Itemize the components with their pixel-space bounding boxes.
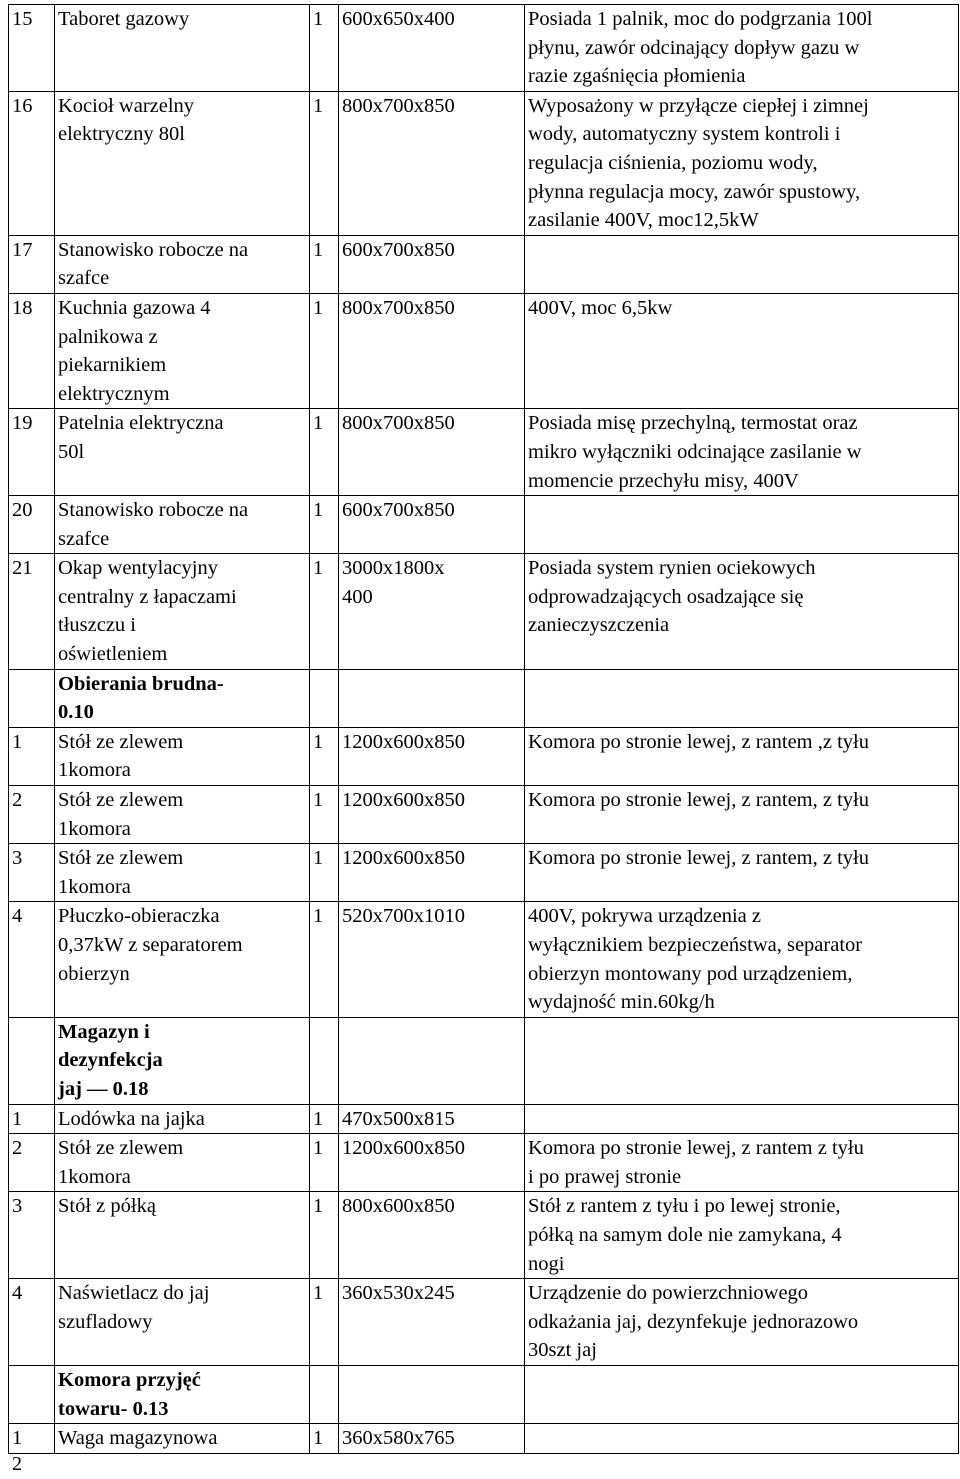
dimensions: 360x580x765 — [339, 1424, 525, 1454]
dimensions — [339, 1365, 525, 1423]
item-name: Taboret gazowy — [55, 5, 310, 92]
section-title: Magazyn i dezynfekcja jaj — 0.18 — [55, 1017, 310, 1104]
row-number: 1 — [9, 1424, 55, 1454]
item-name: Lodówka na jajka — [55, 1104, 310, 1134]
section-title: Obierania brudna- 0.10 — [55, 669, 310, 727]
dimensions: 600x700x850 — [339, 235, 525, 293]
item-name: Okap wentylacyjny centralny z łapaczami tłuszczu i oświetleniem — [55, 554, 310, 669]
description: Posiada misę przechylną, termostat oraz mikro wyłączniki odcinające zasilanie w momencie przechyłu misy, 400V — [525, 409, 959, 496]
quantity: 1 — [310, 293, 339, 408]
page-number: 2 — [12, 1453, 22, 1475]
dimensions: 3000x1800x 400 — [339, 554, 525, 669]
description: Komora po stronie lewej, z rantem, z tyłu — [525, 844, 959, 902]
quantity: 1 — [310, 496, 339, 554]
quantity: 1 — [310, 1192, 339, 1279]
quantity: 1 — [310, 902, 339, 1017]
row-number: 19 — [9, 409, 55, 496]
table-row — [9, 1104, 959, 1134]
row-number — [9, 669, 55, 727]
section-row — [9, 669, 959, 727]
dimensions: 1200x600x850 — [339, 786, 525, 844]
row-number: 3 — [9, 844, 55, 902]
description — [525, 496, 959, 554]
table-row — [9, 1134, 959, 1192]
item-name: Płuczko-obieraczka 0,37kW z separatorem obierzyn — [55, 902, 310, 1017]
description — [525, 1104, 959, 1134]
quantity: 1 — [310, 1424, 339, 1454]
row-number: 21 — [9, 554, 55, 669]
dimensions: 600x650x400 — [339, 5, 525, 92]
item-name: Kuchnia gazowa 4 palnikowa z piekarnikiem elektrycznym — [55, 293, 310, 408]
table-row — [9, 844, 959, 902]
row-number: 1 — [9, 727, 55, 785]
description — [525, 1017, 959, 1104]
description: 400V, pokrywa urządzenia z wyłącznikiem bezpieczeństwa, separator obierzyn montowany pod urządzeniem, wydajność min.60kg/h — [525, 902, 959, 1017]
item-name: Stół ze zlewem 1komora — [55, 844, 310, 902]
item-name: Stanowisko robocze na szafce — [55, 235, 310, 293]
quantity: 1 — [310, 409, 339, 496]
table-row — [9, 554, 959, 669]
item-name: Stół ze zlewem 1komora — [55, 1134, 310, 1192]
dimensions: 1200x600x850 — [339, 1134, 525, 1192]
section-row — [9, 1365, 959, 1423]
description: 400V, moc 6,5kw — [525, 293, 959, 408]
quantity: 1 — [310, 786, 339, 844]
row-number — [9, 1365, 55, 1423]
row-number: 4 — [9, 902, 55, 1017]
dimensions: 800x600x850 — [339, 1192, 525, 1279]
quantity: 1 — [310, 1104, 339, 1134]
row-number: 4 — [9, 1279, 55, 1366]
row-number: 3 — [9, 1192, 55, 1279]
description — [525, 1365, 959, 1423]
row-number: 2 — [9, 786, 55, 844]
item-name: Patelnia elektryczna 50l — [55, 409, 310, 496]
dimensions: 800x700x850 — [339, 91, 525, 235]
row-number — [9, 1017, 55, 1104]
table-row — [9, 902, 959, 1017]
description: Komora po stronie lewej, z rantem ,z tyłu — [525, 727, 959, 785]
quantity: 1 — [310, 91, 339, 235]
row-number: 2 — [9, 1134, 55, 1192]
dimensions: 470x500x815 — [339, 1104, 525, 1134]
table-row — [9, 1192, 959, 1279]
dimensions — [339, 669, 525, 727]
table-row — [9, 1424, 959, 1454]
table-row — [9, 235, 959, 293]
dimensions: 1200x600x850 — [339, 844, 525, 902]
row-number: 15 — [9, 5, 55, 92]
row-number: 1 — [9, 1104, 55, 1134]
description: Wyposażony w przyłącze ciepłej i zimnej wody, automatyczny system kontroli i regulacja ciśnienia, poziomu wody, płynna regulacja mocy, zawór spustowy, zasilanie 400V, moc12,5kW — [525, 91, 959, 235]
description: Komora po stronie lewej, z rantem, z tyłu — [525, 786, 959, 844]
table-row — [9, 1279, 959, 1366]
description — [525, 669, 959, 727]
row-number: 16 — [9, 91, 55, 235]
table-row — [9, 293, 959, 408]
section-title: Komora przyjęć towaru- 0.13 — [55, 1365, 310, 1423]
table-row — [9, 727, 959, 785]
table-row — [9, 409, 959, 496]
description: Posiada 1 palnik, moc do podgrzania 100l płynu, zawór odcinający dopływ gazu w razie zgaśnięcia płomienia — [525, 5, 959, 92]
table-row — [9, 496, 959, 554]
quantity: 1 — [310, 5, 339, 92]
item-name: Naświetlacz do jaj szufladowy — [55, 1279, 310, 1366]
dimensions: 800x700x850 — [339, 293, 525, 408]
item-name: Stół ze zlewem 1komora — [55, 727, 310, 785]
quantity: 1 — [310, 1279, 339, 1366]
description — [525, 235, 959, 293]
dimensions: 800x700x850 — [339, 409, 525, 496]
dimensions: 600x700x850 — [339, 496, 525, 554]
description — [525, 1424, 959, 1454]
description: Urządzenie do powierzchniowego odkażania jaj, dezynfekuje jednorazowo 30szt jaj — [525, 1279, 959, 1366]
equipment-table-body — [9, 5, 959, 1454]
description: Stół z rantem z tyłu i po lewej stronie, półką na samym dole nie zamykana, 4 nogi — [525, 1192, 959, 1279]
row-number: 17 — [9, 235, 55, 293]
table-row — [9, 91, 959, 235]
quantity — [310, 1017, 339, 1104]
item-name: Stół ze zlewem 1komora — [55, 786, 310, 844]
quantity: 1 — [310, 554, 339, 669]
dimensions: 1200x600x850 — [339, 727, 525, 785]
quantity: 1 — [310, 844, 339, 902]
table-row — [9, 5, 959, 92]
quantity — [310, 1365, 339, 1423]
description: Posiada system rynien ociekowych odprowadzających osadzające się zanieczyszczenia — [525, 554, 959, 669]
item-name: Stanowisko robocze na szafce — [55, 496, 310, 554]
equipment-table — [8, 4, 959, 1454]
dimensions — [339, 1017, 525, 1104]
quantity: 1 — [310, 727, 339, 785]
description: Komora po stronie lewej, z rantem z tyłu i po prawej stronie — [525, 1134, 959, 1192]
table-row — [9, 786, 959, 844]
dimensions: 520x700x1010 — [339, 902, 525, 1017]
quantity: 1 — [310, 235, 339, 293]
row-number: 18 — [9, 293, 55, 408]
quantity — [310, 669, 339, 727]
row-number: 20 — [9, 496, 55, 554]
item-name: Kocioł warzelny elektryczny 80l — [55, 91, 310, 235]
section-row — [9, 1017, 959, 1104]
item-name: Stół z półką — [55, 1192, 310, 1279]
item-name: Waga magazynowa — [55, 1424, 310, 1454]
quantity: 1 — [310, 1134, 339, 1192]
dimensions: 360x530x245 — [339, 1279, 525, 1366]
